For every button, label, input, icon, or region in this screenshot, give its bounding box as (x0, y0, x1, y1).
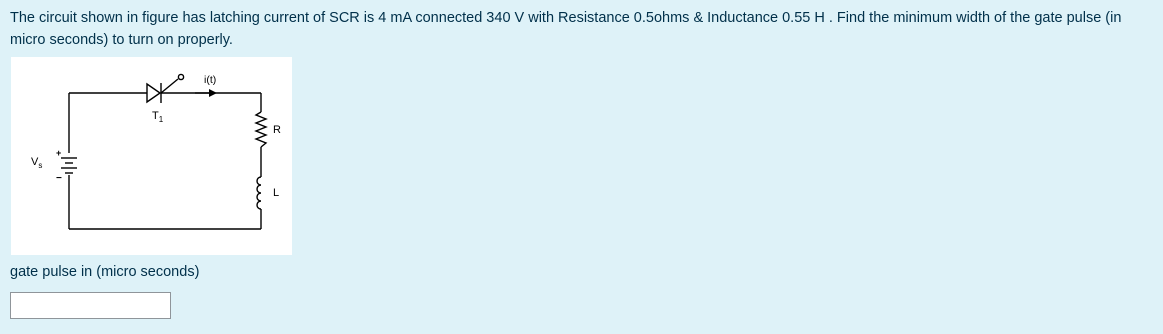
question-text: The circuit shown in figure has latching current of SCR is 4 mA connected 340 V with Resistance 0.5ohms & Inductance 0.55 H . Find the minimum width of the gate pulse (in micro seconds) to turn on properly. (10, 10, 1122, 48)
thyristor-gate-lead (161, 79, 178, 93)
thyristor-label: $T_1$ (152, 110, 164, 124)
answer-label: gate pulse in (micro seconds) (10, 264, 200, 280)
resistor-label: R (273, 124, 281, 136)
source-plus-sign: + (56, 148, 62, 158)
current-label: i(t) (204, 74, 217, 86)
source-minus-sign: − (56, 173, 62, 184)
inductor-label: L (273, 187, 280, 199)
current-arrow-head (209, 89, 217, 97)
circuit-diagram (11, 57, 292, 255)
thyristor-triangle (147, 84, 160, 102)
answer-input[interactable] (10, 292, 171, 319)
circuit-figure (11, 57, 292, 255)
source-label: $V_s$ (31, 156, 43, 170)
inductor-symbol (257, 177, 261, 209)
gate-terminal (178, 74, 183, 79)
resistor-symbol (256, 112, 266, 147)
